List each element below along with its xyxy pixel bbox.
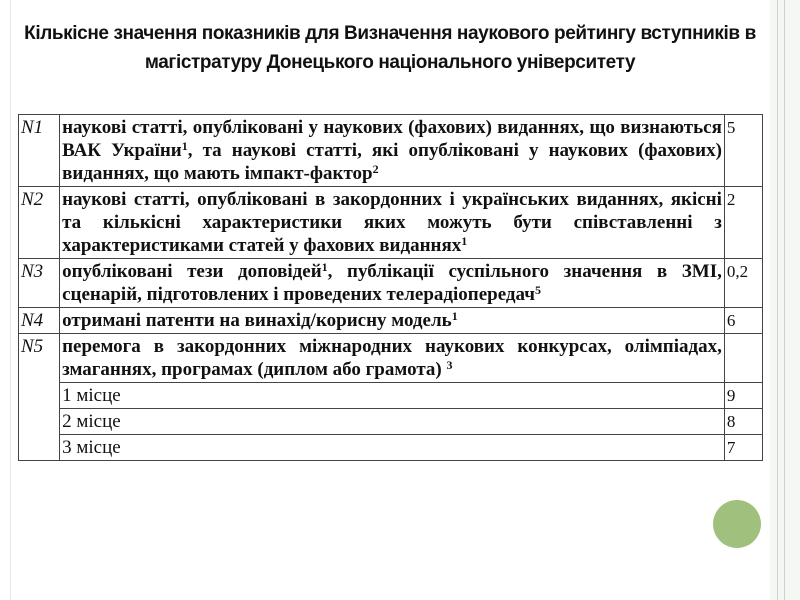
footnote-mark: 1 xyxy=(451,309,458,323)
row-score: 5 xyxy=(724,115,762,187)
table-row xyxy=(19,409,763,435)
place-label: 3 місце xyxy=(60,435,725,461)
table-row xyxy=(19,115,763,187)
footnote-mark: 1 xyxy=(181,139,188,153)
footnote-mark: 1 xyxy=(321,260,328,274)
row-score: 2 xyxy=(724,187,762,259)
table-row xyxy=(19,259,763,308)
footnote-mark: 3 xyxy=(446,358,453,372)
slide-right-border xyxy=(770,0,800,600)
criteria-table xyxy=(18,114,763,461)
row-score xyxy=(724,334,762,383)
place-score: 7 xyxy=(724,435,762,461)
footnote-mark: 5 xyxy=(534,283,541,297)
footnote-mark: 1 xyxy=(461,234,468,248)
row-description: наукові статті, опубліковані в закордонних і українських виданнях, якісні та кількісні характеристики яких можуть бути співставленні з характеристиками статей у фахових виданнях$^1$ xyxy=(60,187,725,259)
row-code: N5 xyxy=(19,334,60,461)
row-score: 6 xyxy=(724,308,762,334)
table-row xyxy=(19,383,763,409)
row-description: отримані патенти на винахід/корисну модель$^1$ xyxy=(60,308,725,334)
place-label: 2 місце xyxy=(60,409,725,435)
row-code: N3 xyxy=(19,259,60,308)
row-code: N1 xyxy=(19,115,60,187)
table-row xyxy=(19,187,763,259)
place-score: 9 xyxy=(724,383,762,409)
table-row xyxy=(19,308,763,334)
row-description: наукові статті, опубліковані у наукових (фахових) виданнях, що визнаються ВАК України$^1$, та наукові статті, які опубліковані у наукових (фахових) виданнях, що мають імпакт-фактор$^2$ xyxy=(60,115,725,187)
row-description: опубліковані тези доповідей$^1$, публікації суспільного значення в ЗМІ, сценарій, підготовлених і проведених телерадіопередач$^5$ xyxy=(60,259,725,308)
place-label: 1 місце xyxy=(60,383,725,409)
slide-left-border xyxy=(0,0,11,600)
row-score: 0,2 xyxy=(724,259,762,308)
place-score: 8 xyxy=(724,409,762,435)
table-row xyxy=(19,435,763,461)
decorative-circle xyxy=(713,500,761,548)
row-code: N4 xyxy=(19,308,60,334)
row-code: N2 xyxy=(19,187,60,259)
row-description: перемога в закордонних міжнародних наукових конкурсах, олімпіадах, змаганнях, програмах (диплом або грамота) $^3$ xyxy=(60,334,725,383)
table-row xyxy=(19,334,763,383)
slide-title: Кількісне значення показників для Визначення наукового рейтингу вступників в магістратуру Донецького національного університету xyxy=(24,23,756,73)
footnote-mark: 2 xyxy=(372,162,379,176)
